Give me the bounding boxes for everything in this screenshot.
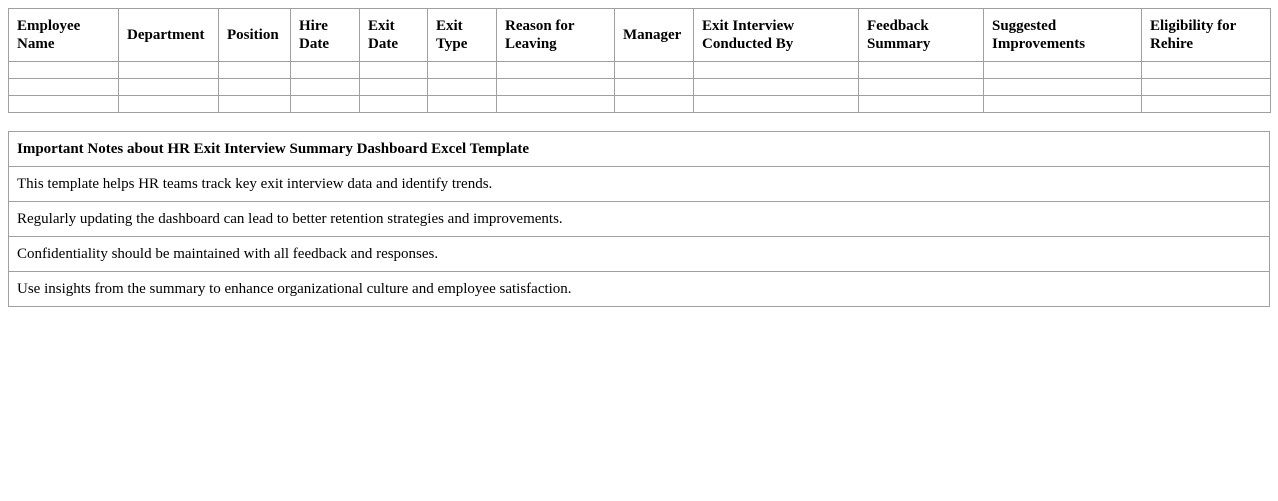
note-row bbox=[9, 237, 1270, 272]
table-cell[interactable] bbox=[615, 79, 694, 96]
table-cell[interactable] bbox=[428, 96, 497, 113]
important-notes-table bbox=[8, 131, 1270, 307]
table-cell[interactable] bbox=[9, 96, 119, 113]
note-row bbox=[9, 202, 1270, 237]
table-cell[interactable] bbox=[360, 62, 428, 79]
column-header-manager: Manager bbox=[615, 9, 694, 62]
table-cell[interactable] bbox=[360, 96, 428, 113]
table-cell[interactable] bbox=[219, 96, 291, 113]
note-item: Use insights from the summary to enhance organizational culture and employee satisfaction. bbox=[9, 272, 1270, 307]
table-cell[interactable] bbox=[615, 96, 694, 113]
table-row bbox=[9, 96, 1271, 113]
table-cell[interactable] bbox=[219, 62, 291, 79]
table-cell[interactable] bbox=[219, 79, 291, 96]
column-header-feedback-summary: Feedback Summary bbox=[859, 9, 984, 62]
table-cell[interactable] bbox=[859, 79, 984, 96]
column-header-exit-interview-conducted-by: Exit Interview Conducted By bbox=[694, 9, 859, 62]
table-cell[interactable] bbox=[859, 96, 984, 113]
table-cell[interactable] bbox=[428, 79, 497, 96]
table-cell[interactable] bbox=[9, 79, 119, 96]
table-cell[interactable] bbox=[428, 62, 497, 79]
column-header-eligibility-for-rehire: Eligibility for Rehire bbox=[1142, 9, 1271, 62]
note-item: This template helps HR teams track key exit interview data and identify trends. bbox=[9, 167, 1270, 202]
table-cell[interactable] bbox=[119, 79, 219, 96]
column-header-exit-date: Exit Date bbox=[360, 9, 428, 62]
table-cell[interactable] bbox=[694, 96, 859, 113]
note-item: Regularly updating the dashboard can lead to better retention strategies and improvements. bbox=[9, 202, 1270, 237]
column-header-suggested-improvements: Suggested Improvements bbox=[984, 9, 1142, 62]
table-header-row bbox=[9, 9, 1271, 62]
notes-title-row bbox=[9, 132, 1270, 167]
table-cell[interactable] bbox=[119, 96, 219, 113]
table-cell[interactable] bbox=[859, 62, 984, 79]
table-cell[interactable] bbox=[984, 79, 1142, 96]
table-cell[interactable] bbox=[360, 79, 428, 96]
note-row bbox=[9, 272, 1270, 307]
table-cell[interactable] bbox=[1142, 79, 1271, 96]
column-header-hire-date: Hire Date bbox=[291, 9, 360, 62]
table-cell[interactable] bbox=[615, 62, 694, 79]
table-cell[interactable] bbox=[291, 96, 360, 113]
table-cell[interactable] bbox=[497, 79, 615, 96]
table-cell[interactable] bbox=[694, 79, 859, 96]
table-cell[interactable] bbox=[291, 79, 360, 96]
column-header-employee-name: Employee Name bbox=[9, 9, 119, 62]
table-cell[interactable] bbox=[497, 62, 615, 79]
exit-interview-table bbox=[8, 8, 1271, 113]
column-header-position: Position bbox=[219, 9, 291, 62]
table-row bbox=[9, 79, 1271, 96]
column-header-reason-for-leaving: Reason for Leaving bbox=[497, 9, 615, 62]
notes-title: Important Notes about HR Exit Interview Summary Dashboard Excel Template bbox=[9, 132, 1270, 167]
table-cell[interactable] bbox=[497, 96, 615, 113]
table-cell[interactable] bbox=[9, 62, 119, 79]
column-header-department: Department bbox=[119, 9, 219, 62]
table-row bbox=[9, 62, 1271, 79]
table-cell[interactable] bbox=[984, 96, 1142, 113]
note-item: Confidentiality should be maintained with all feedback and responses. bbox=[9, 237, 1270, 272]
table-cell[interactable] bbox=[694, 62, 859, 79]
table-cell[interactable] bbox=[119, 62, 219, 79]
table-cell[interactable] bbox=[1142, 62, 1271, 79]
note-row bbox=[9, 167, 1270, 202]
table-cell[interactable] bbox=[984, 62, 1142, 79]
column-header-exit-type: Exit Type bbox=[428, 9, 497, 62]
table-cell[interactable] bbox=[1142, 96, 1271, 113]
table-cell[interactable] bbox=[291, 62, 360, 79]
